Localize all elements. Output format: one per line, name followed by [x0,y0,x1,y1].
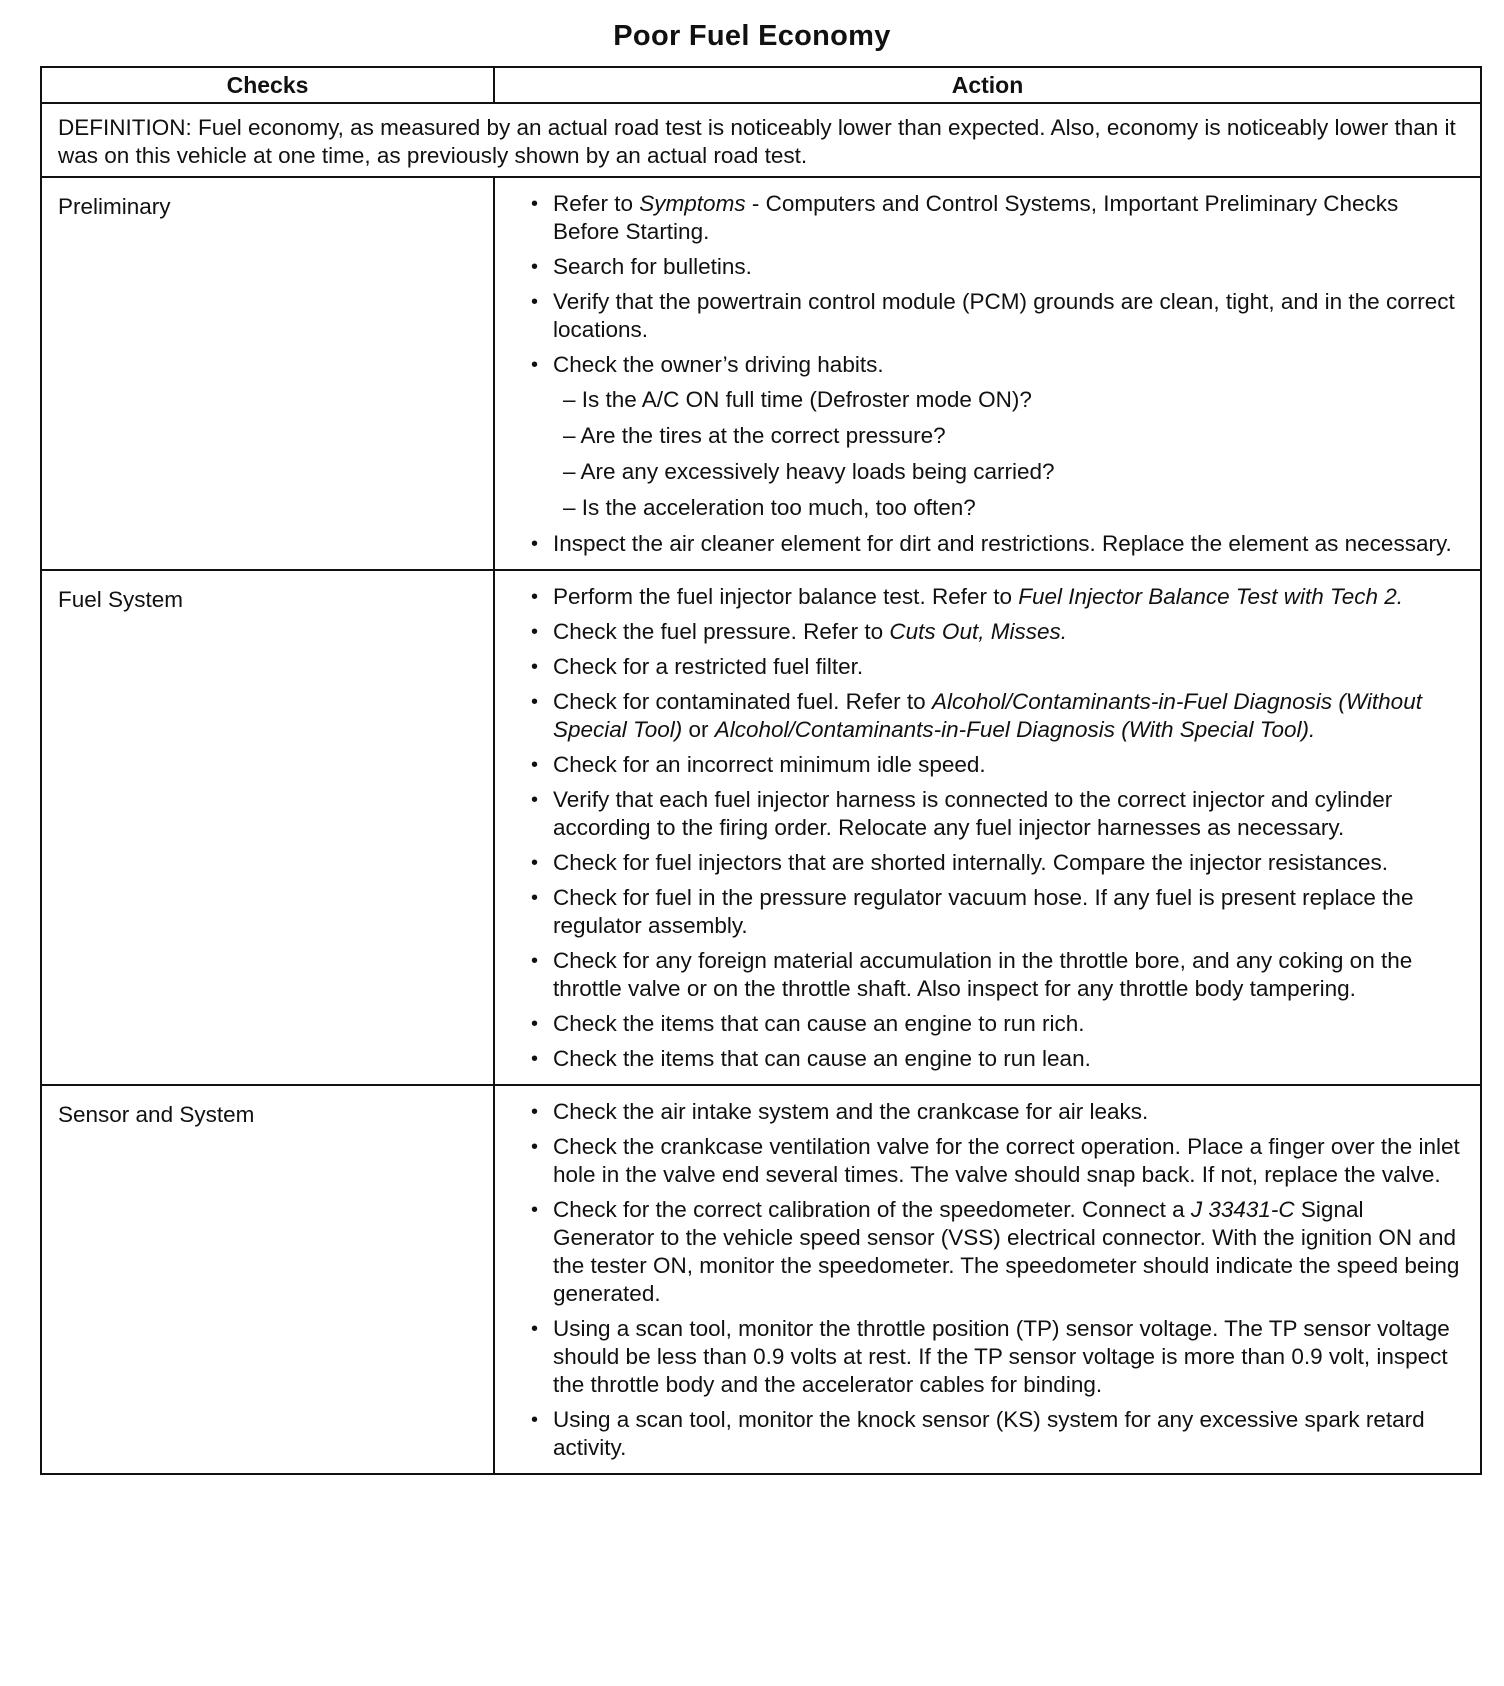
action-column-header: Action [494,67,1481,103]
reference-text: Alcohol/Contaminants-in-Fuel Diagnosis (With Special Tool). [714,717,1316,742]
action-item [531,751,1470,779]
action-text: or [682,717,715,742]
action-text: Check the owner’s driving habits. [553,352,884,377]
action-item [531,530,1470,558]
action-item [531,1315,1470,1399]
action-text: Check for fuel in the pressure regulator vacuum hose. If any fuel is present replace the regulator assembly. [553,885,1414,938]
action-text: Check for the correct calibration of the speedometer. Connect a [553,1197,1191,1222]
definition-row [41,103,1481,177]
action-item [531,884,1470,940]
reference-text: Cuts Out, Misses. [889,619,1067,644]
action-item [531,1133,1470,1189]
section-row-fuel-system [41,570,1481,1085]
action-text: Check for any foreign material accumulation in the throttle bore, and any coking on the throttle valve or on the throttle shaft. Also inspect for any throttle body tampering. [553,948,1413,1001]
action-cell [494,177,1481,570]
action-text: Inspect the air cleaner element for dirt and restrictions. Replace the element as necessary. [553,531,1452,556]
action-text: Refer to [553,191,640,216]
action-text: Signal Generator to the vehicle speed sensor (VSS) electrical connector. With the ignition ON and the tester ON, monitor the speedometer. The speedometer should indicate the speed being generated. [553,1197,1460,1306]
action-text: Using a scan tool, monitor the throttle position (TP) sensor voltage. The TP sensor voltage should be less than 0.9 volts at rest. If the TP sensor voltage is more than 0.9 volt, inspect the throttle body and the accelerator cables for binding. [553,1316,1450,1397]
action-text: Verify that each fuel injector harness is connected to the correct injector and cylinder according to the firing order. Relocate any fuel injector harnesses as necessary. [553,787,1393,840]
check-label: Fuel System [41,570,494,1085]
reference-text: Fuel Injector Balance Test with Tech 2. [1018,584,1404,609]
action-cell [494,570,1481,1085]
action-item [531,288,1470,344]
action-text: Verify that the powertrain control module (PCM) grounds are clean, tight, and in the correct locations. [553,289,1455,342]
action-text: Search for bulletins. [553,254,752,279]
sub-list [563,386,1470,522]
checks-column-header: Checks [41,67,494,103]
action-text: Perform the fuel injector balance test. Refer to [553,584,1019,609]
action-text: Check for contaminated fuel. Refer to [553,689,932,714]
action-item [531,849,1470,877]
action-item [531,688,1470,744]
action-list [531,1098,1470,1462]
page-title: Poor Fuel Economy [613,20,891,52]
section-row-sensor-and-system [41,1085,1481,1474]
action-item [531,618,1470,646]
check-label: Preliminary [41,177,494,570]
action-text: - Computers and Control Systems, Important Preliminary Checks Before Starting. [553,191,1399,244]
action-item [531,1098,1470,1126]
action-item [531,653,1470,681]
header-row [41,67,1481,103]
sub-item: – Is the acceleration too much, too often? [563,495,976,520]
action-item [531,583,1470,611]
action-text: Check the fuel pressure. Refer to [553,619,890,644]
action-item [531,1045,1470,1073]
sub-item: – Is the A/C ON full time (Defroster mode ON)? [563,387,1032,412]
reference-text: Alcohol/Contaminants-in-Fuel Diagnosis (Without Special Tool) [553,689,1422,742]
action-item [531,351,1470,522]
action-text: Check the crankcase ventilation valve for the correct operation. Place a finger over the inlet hole in the valve end several times. The valve should snap back. If not, replace the valve. [553,1134,1460,1187]
definition-text: DEFINITION: Fuel economy, as measured by an actual road test is noticeably lower than expected. Also, economy is noticeably lower than it was on this vehicle at one time, as previously shown by an actual road test. [41,103,1481,177]
action-item [531,190,1470,246]
action-text: Using a scan tool, monitor the knock sensor (KS) system for any excessive spark retard activity. [553,1407,1425,1460]
action-item [531,253,1470,281]
action-text: Check for an incorrect minimum idle speed. [553,752,986,777]
reference-text: Symptoms [639,191,746,216]
action-item [531,947,1470,1003]
action-item [531,1406,1470,1462]
action-text: Check for a restricted fuel filter. [553,654,864,679]
check-label: Sensor and System [41,1085,494,1474]
section-row-preliminary [41,177,1481,570]
diagnostic-table [40,66,1482,1475]
action-text: Check the air intake system and the crankcase for air leaks. [553,1099,1149,1124]
action-cell [494,1085,1481,1474]
action-item [531,786,1470,842]
action-text: Check the items that can cause an engine to run lean. [553,1046,1091,1071]
reference-text: J 33431-C [1190,1197,1295,1222]
action-list [531,583,1470,1073]
sub-item: – Are any excessively heavy loads being carried? [563,459,1055,484]
action-list [531,190,1470,558]
action-text: Check for fuel injectors that are shorted internally. Compare the injector resistances. [553,850,1388,875]
sub-item: – Are the tires at the correct pressure? [563,423,946,448]
action-item [531,1010,1470,1038]
action-text: Check the items that can cause an engine to run rich. [553,1011,1085,1036]
action-item [531,1196,1470,1308]
